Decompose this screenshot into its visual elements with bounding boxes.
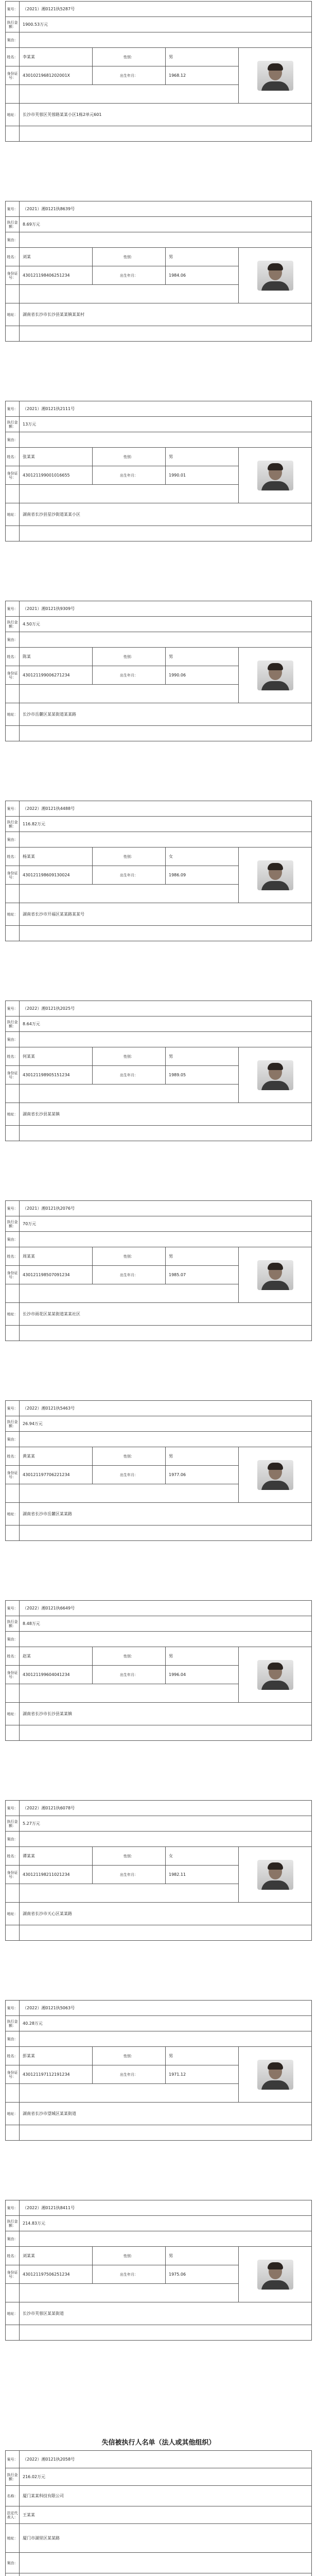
spacer-value <box>20 1884 239 1903</box>
case-no-label: 案号： <box>6 1801 20 1816</box>
name-label: 姓名： <box>6 1847 20 1866</box>
cause-label: 案由： <box>6 232 20 248</box>
cause-value <box>20 1832 312 1847</box>
spacer-value <box>20 685 239 703</box>
id-label: 身份证号： <box>6 1266 20 1284</box>
gender-label: 性别： <box>93 48 166 66</box>
blank-value <box>20 726 312 741</box>
blank-value <box>20 2125 312 2141</box>
birth-value: 1971.12 <box>166 2065 239 2084</box>
name-label: 姓名： <box>6 1247 20 1266</box>
portrait-photo <box>239 2047 312 2103</box>
spacer-label <box>6 1684 20 1703</box>
address-label: 地址： <box>6 104 20 126</box>
spacer-label <box>6 485 20 503</box>
gender-value: 男 <box>166 2247 239 2265</box>
id-value: 430121197706221234 <box>20 1466 93 1484</box>
blank-label <box>6 926 20 941</box>
id-label: 身份证号： <box>6 2265 20 2284</box>
amount-value: 4.50万元 <box>20 617 312 632</box>
id-value: 430121198406251234 <box>20 266 93 285</box>
id-label: 身份证号： <box>6 1866 20 1884</box>
name-label: 姓名： <box>6 848 20 866</box>
address-label: 地址： <box>6 303 20 326</box>
gender-label: 性别： <box>93 848 166 866</box>
amount-label: 执行金额： <box>6 2216 20 2231</box>
birth-value: 1984.06 <box>166 266 239 285</box>
id-value: 430121198609130024 <box>20 866 93 885</box>
spacer-value <box>20 485 239 503</box>
address-label: 地址： <box>6 1903 20 1925</box>
address-label: 地址： <box>6 1103 20 1126</box>
address-label: 地址： <box>6 703 20 726</box>
address-value: 湖南省长沙市长沙县某某镇 <box>20 1703 312 1725</box>
person-record <box>5 1400 312 1541</box>
cause-label: 案由： <box>6 1832 20 1847</box>
gender-label: 性别： <box>93 1447 166 1466</box>
blank-value <box>20 1725 312 1741</box>
name-value: 刘某某 <box>20 2247 93 2265</box>
blank-value <box>20 326 312 342</box>
portrait-photo <box>239 1647 312 1703</box>
person-record <box>5 201 312 342</box>
address-value: 湖南省长沙市岳麓区某某路 <box>20 1503 312 1526</box>
name-value: 彭某某 <box>20 2047 93 2065</box>
portrait-photo <box>239 248 312 303</box>
id-label: 身份证号： <box>6 2065 20 2084</box>
legal-rep-label: 法定代表人： <box>6 2506 20 2524</box>
cause-value <box>20 2553 312 2573</box>
blank-value <box>20 1126 312 1141</box>
person-record <box>5 801 312 941</box>
amount-value: 70万元 <box>20 1216 312 1232</box>
address-label: 地址： <box>6 503 20 526</box>
spacer-label <box>6 885 20 903</box>
id-value: 430121199001016655 <box>20 466 93 485</box>
amount-label: 执行金额： <box>6 217 20 232</box>
person-photo <box>257 860 293 890</box>
case-no-value: （2022）湘0121执5063号 <box>20 2001 312 2016</box>
blank-label <box>6 726 20 741</box>
amount-value: 13万元 <box>20 417 312 432</box>
id-value: 430121199006271234 <box>20 666 93 685</box>
cause-label: 案由： <box>6 632 20 648</box>
case-no-label: 案号： <box>6 601 20 617</box>
cause-label: 案由： <box>6 1632 20 1647</box>
cause-label: 案由： <box>6 1232 20 1247</box>
name-value: 赵某 <box>20 1647 93 1666</box>
birth-label: 出生年月： <box>93 2065 166 2084</box>
person-record <box>5 2000 312 2141</box>
blank-label <box>6 126 20 142</box>
person-record <box>5 1 312 142</box>
id-label: 身份证号： <box>6 666 20 685</box>
name-value: 厦门某某科技有限公司 <box>20 2486 312 2506</box>
gender-label: 性别： <box>93 1847 166 1866</box>
gender-label: 性别： <box>93 648 166 666</box>
case-no-label: 案号： <box>6 2001 20 2016</box>
blank-label <box>6 1925 20 1941</box>
amount-label: 执行金额： <box>6 1816 20 1832</box>
cause-label: 案由： <box>6 1032 20 1047</box>
amount-value: 8.48万元 <box>20 1616 312 1632</box>
blank-label <box>6 1725 20 1741</box>
name-label: 姓名： <box>6 1447 20 1466</box>
spacer-label <box>6 1484 20 1503</box>
gender-value: 女 <box>166 848 239 866</box>
case-no-value: （2021）湘0121执8639号 <box>20 201 312 217</box>
spacer-value <box>20 85 239 104</box>
person-record <box>5 1200 312 1341</box>
blank-label <box>6 2573 20 2576</box>
birth-label: 出生年月： <box>93 866 166 885</box>
case-no-label: 案号： <box>6 1401 20 1416</box>
case-no-label: 案号： <box>6 1001 20 1016</box>
name-value: 杨某某 <box>20 848 93 866</box>
birth-value: 1996.04 <box>166 1666 239 1684</box>
cause-value <box>20 1632 312 1647</box>
birth-value: 1990.06 <box>166 666 239 685</box>
amount-label: 执行金额： <box>6 417 20 432</box>
id-value: 430121197506251234 <box>20 2265 93 2284</box>
cause-label: 案由： <box>6 2553 20 2573</box>
gender-label: 性别： <box>93 1247 166 1266</box>
cause-value <box>20 832 312 848</box>
case-no-label: 案号： <box>6 2200 20 2216</box>
name-label: 姓名： <box>6 1647 20 1666</box>
id-value: 430121199604041234 <box>20 1666 93 1684</box>
person-record <box>5 1600 312 1741</box>
case-no-label: 案号： <box>6 2 20 17</box>
birth-value: 1986.09 <box>166 866 239 885</box>
name-value: 张某某 <box>20 448 93 466</box>
gender-value: 男 <box>166 1647 239 1666</box>
birth-label: 出生年月： <box>93 1066 166 1084</box>
blank-value <box>20 1326 312 1341</box>
portrait-photo <box>239 1447 312 1503</box>
spacer-value <box>20 1084 239 1103</box>
address-label: 地址： <box>6 1503 20 1526</box>
birth-label: 出生年月： <box>93 1466 166 1484</box>
name-label: 名称： <box>6 2486 20 2506</box>
spacer-value <box>20 285 239 303</box>
person-photo <box>257 2060 293 2090</box>
address-value: 湖南省长沙市望城区某某街道 <box>20 2103 312 2125</box>
amount-label: 执行金额： <box>6 17 20 32</box>
name-label: 姓名： <box>6 648 20 666</box>
address-value: 厦门市湖里区某某路 <box>20 2524 312 2553</box>
address-value: 湖南省长沙县星沙街道某某小区 <box>20 503 312 526</box>
id-label: 身份证号： <box>6 66 20 85</box>
amount-label: 执行金额： <box>6 617 20 632</box>
address-value: 长沙市芙蓉区芙蓉路某某小区1栋2单元601 <box>20 104 312 126</box>
person-photo <box>257 660 293 690</box>
person-record <box>5 2200 312 2341</box>
gender-label: 性别： <box>93 1047 166 1066</box>
address-value: 长沙市雨花区某某街道某某社区 <box>20 1303 312 1326</box>
birth-label: 出生年月： <box>93 66 166 85</box>
amount-value: 26.94万元 <box>20 1416 312 1432</box>
address-value: 长沙市芙蓉区某某街道 <box>20 2302 312 2325</box>
portrait-photo <box>239 2247 312 2302</box>
blank-value <box>20 526 312 541</box>
cause-label: 案由： <box>6 2231 20 2247</box>
case-no-value: （2022）湘0121执6078号 <box>20 1801 312 1816</box>
person-photo <box>257 1260 293 1290</box>
name-value: 黄某某 <box>20 1447 93 1466</box>
id-label: 身份证号： <box>6 1466 20 1484</box>
birth-label: 出生年月： <box>93 1266 166 1284</box>
blank-label <box>6 1326 20 1341</box>
birth-label: 出生年月： <box>93 666 166 685</box>
spacer-label <box>6 1084 20 1103</box>
spacer-label <box>6 2084 20 2103</box>
portrait-photo <box>239 1847 312 1903</box>
id-value: 430121198905151234 <box>20 1066 93 1084</box>
case-no-value: （2021）湘0121执9309号 <box>20 601 312 617</box>
id-value: 430121197112191234 <box>20 2065 93 2084</box>
amount-label: 执行金额： <box>6 1216 20 1232</box>
amount-value: 116.82万元 <box>20 817 312 832</box>
person-photo <box>257 1060 293 1090</box>
gender-label: 性别： <box>93 2247 166 2265</box>
portrait-photo <box>239 1247 312 1303</box>
case-no-value: （2021）湘0121执5287号 <box>20 2 312 17</box>
address-value: 长沙市岳麓区某某街道某某路 <box>20 703 312 726</box>
org-section-title: 失信被执行人名单（法人或其他组织） <box>101 2439 216 2447</box>
id-label: 身份证号： <box>6 1666 20 1684</box>
blank-value <box>20 2325 312 2341</box>
amount-value: 214.83万元 <box>20 2216 312 2231</box>
spacer-label <box>6 2284 20 2302</box>
person-photo <box>257 461 293 490</box>
address-label: 地址： <box>6 2524 20 2553</box>
name-value: 谭某某 <box>20 1847 93 1866</box>
blank-label <box>6 2325 20 2341</box>
cause-value <box>20 1032 312 1047</box>
person-photo <box>257 261 293 291</box>
person-photo <box>257 61 293 91</box>
address-value: 湖南省长沙市天心区某某路 <box>20 1903 312 1925</box>
cause-value <box>20 232 312 248</box>
id-label: 身份证号： <box>6 866 20 885</box>
case-no-value: （2021）湘0121执2076号 <box>20 1201 312 1216</box>
person-photo <box>257 1660 293 1690</box>
cause-label: 案由： <box>6 1432 20 1447</box>
birth-value: 1975.06 <box>166 2265 239 2284</box>
amount-label: 执行金额： <box>6 1616 20 1632</box>
birth-label: 出生年月： <box>93 266 166 285</box>
person-record <box>5 1800 312 1941</box>
person-photo <box>257 1460 293 1490</box>
name-label: 姓名： <box>6 2047 20 2065</box>
name-label: 姓名： <box>6 448 20 466</box>
case-no-value: （2022）湘0121执6649号 <box>20 1601 312 1616</box>
birth-value: 1990.01 <box>166 466 239 485</box>
amount-value: 1900.53万元 <box>20 17 312 32</box>
gender-value: 女 <box>166 1847 239 1866</box>
person-photo <box>257 1860 293 1890</box>
amount-label: 执行金额： <box>6 2016 20 2031</box>
person-record <box>5 1001 312 1141</box>
amount-label: 执行金额： <box>6 1016 20 1032</box>
spacer-value <box>20 885 239 903</box>
name-label: 姓名： <box>6 2247 20 2265</box>
name-label: 姓名： <box>6 48 20 66</box>
id-label: 身份证号： <box>6 1066 20 1084</box>
amount-value: 8.64万元 <box>20 1016 312 1032</box>
cause-label: 案由： <box>6 2031 20 2047</box>
birth-value: 1985.07 <box>166 1266 239 1284</box>
portrait-photo <box>239 648 312 703</box>
cause-value <box>20 2031 312 2047</box>
blank-label <box>6 526 20 541</box>
case-no-value: （2022）湘0121执8411号 <box>20 2200 312 2216</box>
cause-value <box>20 1432 312 1447</box>
address-label: 地址： <box>6 903 20 926</box>
spacer-label <box>6 1884 20 1903</box>
blank-value <box>20 126 312 142</box>
cause-label: 案由： <box>6 32 20 48</box>
amount-value: 216.02万元 <box>20 2468 312 2486</box>
spacer-value <box>20 2084 239 2103</box>
portrait-photo <box>239 448 312 503</box>
case-no-label: 案号： <box>6 1601 20 1616</box>
case-no-value: （2022）湘0121执4488号 <box>20 801 312 817</box>
id-value: 43010219681202001X <box>20 66 93 85</box>
cause-value <box>20 2231 312 2247</box>
address-value: 湖南省长沙市开福区某某路某某号 <box>20 903 312 926</box>
gender-label: 性别： <box>93 1647 166 1666</box>
gender-value: 男 <box>166 2047 239 2065</box>
name-label: 姓名： <box>6 1047 20 1066</box>
portrait-photo <box>239 1047 312 1103</box>
name-value: 陈某 <box>20 648 93 666</box>
spacer-value <box>20 1684 239 1703</box>
cause-value <box>20 1232 312 1247</box>
address-label: 地址： <box>6 1303 20 1326</box>
spacer-value <box>20 1484 239 1503</box>
cause-value <box>20 632 312 648</box>
gender-value: 男 <box>166 448 239 466</box>
case-no-label: 案号： <box>6 2451 20 2468</box>
address-label: 地址： <box>6 1703 20 1725</box>
gender-value: 男 <box>166 48 239 66</box>
blank-value <box>20 1526 312 1541</box>
amount-value: 8.69万元 <box>20 217 312 232</box>
id-label: 身份证号： <box>6 266 20 285</box>
blank-value <box>20 1925 312 1941</box>
cause-value <box>20 32 312 48</box>
blank-label <box>6 1126 20 1141</box>
name-value: 刘某 <box>20 248 93 266</box>
person-photo <box>257 2260 293 2290</box>
portrait-photo <box>239 48 312 104</box>
amount-value: 5.27万元 <box>20 1816 312 1832</box>
gender-value: 男 <box>166 648 239 666</box>
gender-label: 性别： <box>93 248 166 266</box>
id-value: 430121198211021234 <box>20 1866 93 1884</box>
name-value: 周某某 <box>20 1247 93 1266</box>
case-no-value: （2022）湘0121执2025号 <box>20 1001 312 1016</box>
gender-value: 男 <box>166 1447 239 1466</box>
case-no-label: 案号： <box>6 801 20 817</box>
blank-label <box>6 2125 20 2141</box>
case-no-label: 案号： <box>6 201 20 217</box>
case-no-value: （2022）湘0121执2058号 <box>20 2451 312 2468</box>
amount-value: 40.28万元 <box>20 2016 312 2031</box>
birth-value: 1989.05 <box>166 1066 239 1084</box>
gender-value: 男 <box>166 1047 239 1066</box>
blank-label <box>6 1526 20 1541</box>
address-value: 湖南省长沙县某某镇 <box>20 1103 312 1126</box>
spacer-label <box>6 685 20 703</box>
birth-label: 出生年月： <box>93 1866 166 1884</box>
birth-label: 出生年月： <box>93 2265 166 2284</box>
spacer-value <box>20 1284 239 1303</box>
birth-value: 1968.12 <box>166 66 239 85</box>
spacer-label <box>6 1284 20 1303</box>
legal-rep-value: 王某某 <box>20 2506 312 2524</box>
blank-value <box>20 2573 312 2576</box>
birth-value: 1982.11 <box>166 1866 239 1884</box>
cause-label: 案由： <box>6 832 20 848</box>
gender-label: 性别： <box>93 2047 166 2065</box>
org-record <box>5 2450 312 2576</box>
gender-value: 男 <box>166 248 239 266</box>
case-no-label: 案号： <box>6 401 20 417</box>
spacer-value <box>20 2284 239 2302</box>
amount-label: 执行金额： <box>6 2468 20 2486</box>
person-record <box>5 401 312 541</box>
cause-value <box>20 432 312 448</box>
spacer-label <box>6 85 20 104</box>
name-value: 李某某 <box>20 48 93 66</box>
cause-label: 案由： <box>6 432 20 448</box>
id-label: 身份证号： <box>6 466 20 485</box>
birth-value: 1977.06 <box>166 1466 239 1484</box>
gender-label: 性别： <box>93 448 166 466</box>
address-label: 地址： <box>6 2103 20 2125</box>
case-no-value: （2021）湘0121执2111号 <box>20 401 312 417</box>
address-value: 湖南省长沙市长沙县某某镇某某村 <box>20 303 312 326</box>
amount-label: 执行金额： <box>6 1416 20 1432</box>
person-record <box>5 601 312 741</box>
amount-label: 执行金额： <box>6 817 20 832</box>
portrait-photo <box>239 848 312 903</box>
birth-label: 出生年月： <box>93 466 166 485</box>
gender-value: 男 <box>166 1247 239 1266</box>
name-value: 何某某 <box>20 1047 93 1066</box>
blank-label <box>6 326 20 342</box>
case-no-value: （2022）湘0121执5463号 <box>20 1401 312 1416</box>
spacer-label <box>6 285 20 303</box>
id-value: 430121198507091234 <box>20 1266 93 1284</box>
address-label: 地址： <box>6 2302 20 2325</box>
case-no-label: 案号： <box>6 1201 20 1216</box>
birth-label: 出生年月： <box>93 1666 166 1684</box>
blank-value <box>20 926 312 941</box>
name-label: 姓名： <box>6 248 20 266</box>
